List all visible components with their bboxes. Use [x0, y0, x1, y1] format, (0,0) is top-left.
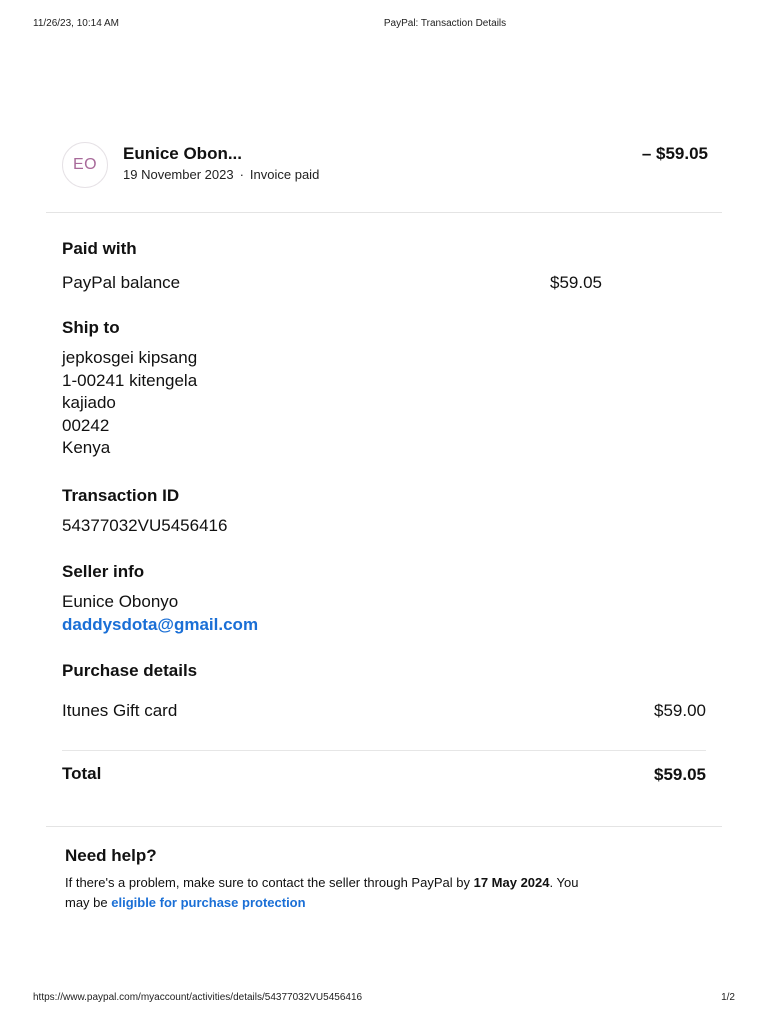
- divider: [62, 750, 706, 751]
- address-line: 1-00241 kitengela: [62, 370, 198, 390]
- address-line: 00242: [62, 415, 110, 435]
- transaction-amount: – $59.05: [641, 144, 708, 163]
- divider: [46, 826, 722, 827]
- transaction-status: Invoice paid: [249, 167, 320, 182]
- address-line: kajiado: [62, 393, 116, 412]
- seller-info-heading: Seller info: [62, 562, 145, 581]
- seller-name: Eunice Obonyo: [62, 592, 179, 611]
- purchase-protection-link[interactable]: eligible for purchase protection: [111, 894, 306, 910]
- protection-deadline: 17 May 2024: [473, 875, 550, 890]
- purchase-details-heading: Purchase details: [62, 661, 198, 680]
- shipping-address: [62, 347, 197, 460]
- separator-dot: ·: [239, 167, 244, 182]
- print-page-title: PayPal: Transaction Details: [383, 18, 507, 29]
- print-header: [0, 18, 768, 32]
- total-amount: $59.05: [654, 765, 706, 784]
- address-line: Kenya: [62, 438, 111, 457]
- print-page-number: 1/2: [721, 992, 735, 1003]
- total-label: Total: [62, 764, 102, 783]
- avatar: EO: [62, 142, 108, 188]
- transaction-id: 54377032VU5456416: [62, 516, 228, 535]
- merchant-subtitle: [123, 167, 319, 182]
- seller-email-wrap: [62, 615, 258, 635]
- help-text-part: . You may be: [65, 875, 579, 910]
- payment-method: PayPal balance: [62, 273, 181, 292]
- divider: [46, 212, 722, 213]
- seller-email-link[interactable]: daddysdota@gmail.com: [62, 615, 259, 634]
- purchase-item-amount: $59.00: [654, 701, 706, 720]
- help-text-part: If there's a problem, make sure to contact the seller through PayPal by: [65, 875, 474, 890]
- help-heading: Need help?: [65, 846, 157, 865]
- print-datetime: 11/26/23, 10:14 AM: [33, 18, 119, 29]
- merchant-summary: [62, 140, 708, 192]
- print-url: https://www.paypal.com/myaccount/activities/details/54377032VU5456416: [33, 992, 363, 1003]
- address-line: jepkosgei kipsang: [62, 348, 198, 367]
- transaction-date: 19 November 2023: [123, 167, 234, 182]
- merchant-name: Eunice Obon...: [123, 144, 243, 163]
- help-text: [65, 873, 605, 912]
- paid-with-heading: Paid with: [62, 239, 137, 258]
- ship-to-heading: Ship to: [62, 318, 120, 337]
- payment-amount: $59.05: [550, 273, 602, 292]
- purchase-item: Itunes Gift card: [62, 701, 178, 720]
- transaction-id-heading: Transaction ID: [62, 486, 180, 505]
